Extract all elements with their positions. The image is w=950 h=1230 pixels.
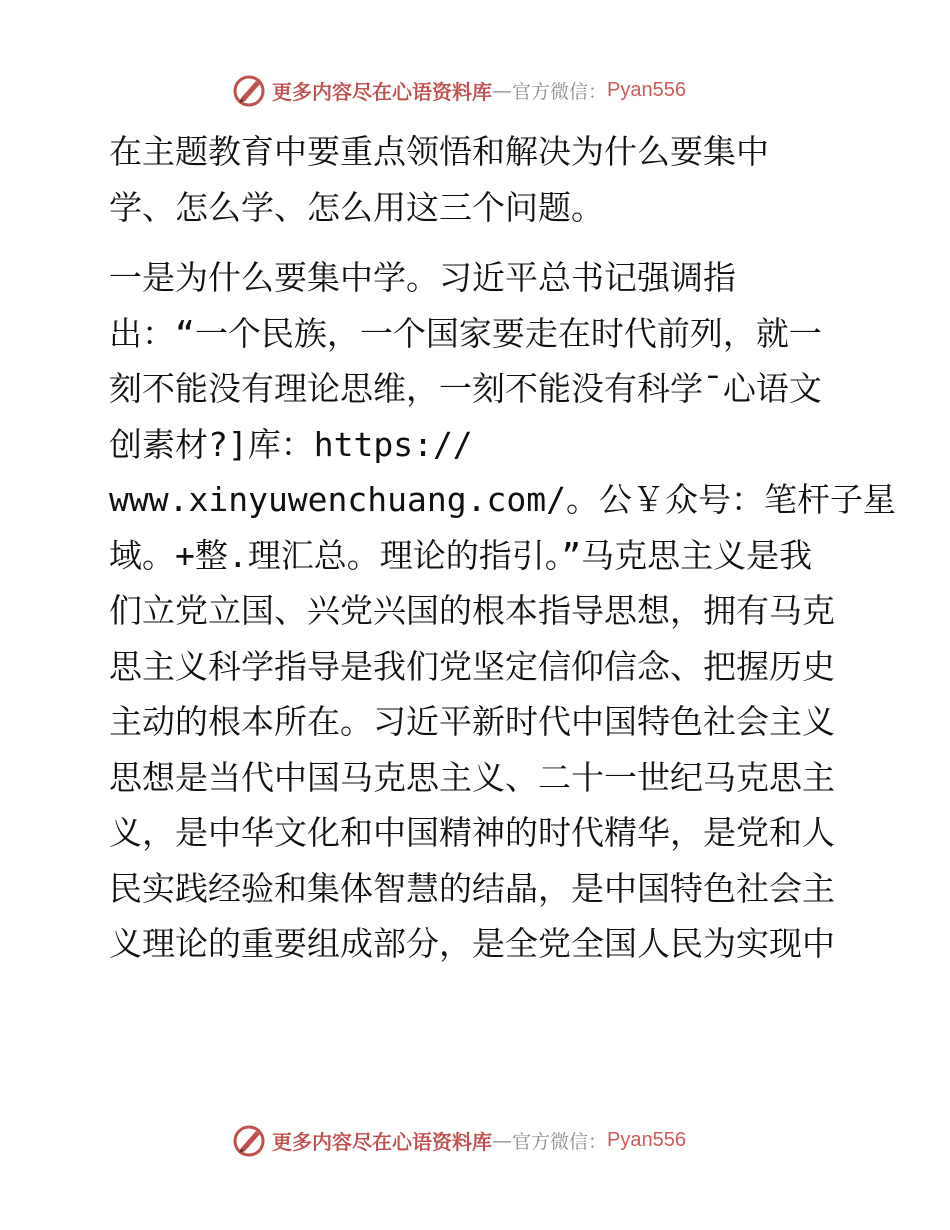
body-text xyxy=(97,124,896,972)
text-line: 出：“一个民族，一个国家要走在时代前列，就一 xyxy=(109,313,822,353)
footer-separator: — xyxy=(492,1128,512,1152)
text-line: 义，是中华文化和中国精神的时代精华，是党和人 xyxy=(109,813,835,852)
text-line: 一是为什么要集中学。习近平总书记强调指 xyxy=(109,258,736,297)
header-promo-text: 更多内容尽在心语资料库 xyxy=(272,79,492,104)
footer-banner xyxy=(232,1122,686,1158)
pen-logo-icon xyxy=(232,1122,268,1158)
pen-logo-icon xyxy=(232,72,268,108)
text-line: 义理论的重要组成部分，是全党全国人民为实现中 xyxy=(109,924,835,963)
header-separator: — xyxy=(492,78,512,102)
footer-wechat-id: Pyan556 xyxy=(607,1128,686,1151)
paragraph-2 xyxy=(97,250,896,972)
text-line: 刻不能没有理论思维，一刻不能没有科学¯心语文 xyxy=(109,369,822,408)
text-line: 创素材?]库：https:// xyxy=(109,424,473,464)
text-line: 们立党立国、兴党兴国的根本指导思想，拥有马克 xyxy=(109,591,835,630)
text-line: 在主题教育中要重点领悟和解决为什么要集中 xyxy=(109,132,769,171)
text-line: 思主义科学指导是我们党坚定信仰信念、把握历史 xyxy=(109,646,835,686)
text-line: 主动的根本所在。习近平新时代中国特色社会主义 xyxy=(109,702,835,741)
header-banner xyxy=(232,72,686,108)
text-line: 思想是当代中国马克思主义、二十一世纪马克思主 xyxy=(109,757,835,797)
footer-promo-text: 更多内容尽在心语资料库 xyxy=(272,1129,492,1154)
text-line: 域。+整.理汇总。理论的指引。”马克思主义是我 xyxy=(109,535,813,575)
header-wechat-label: 官方微信： xyxy=(512,80,608,103)
paragraph-1 xyxy=(97,124,857,235)
header-wechat-id: Pyan556 xyxy=(607,78,686,101)
footer-wechat-label: 官方微信： xyxy=(512,1130,608,1153)
text-line: 学、怎么学、怎么用这三个问题。 xyxy=(109,187,604,227)
text-line: www.xinyuwenchuang.com/。公￥众号：笔杆子星 xyxy=(109,480,896,519)
text-line: 民实践经验和集体智慧的结晶，是中国特色社会主 xyxy=(109,868,835,908)
